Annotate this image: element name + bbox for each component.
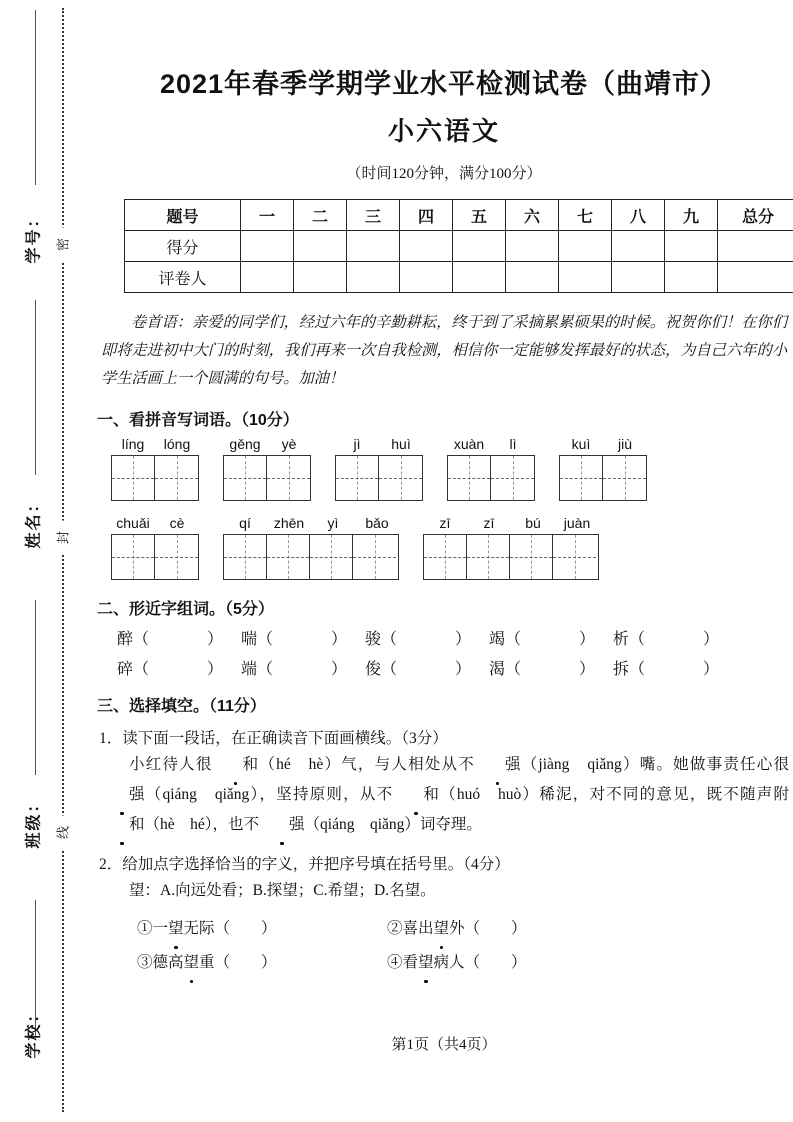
emphasized-char: 和 xyxy=(393,780,439,810)
q1-text: 任心很 xyxy=(740,756,789,773)
seal-char-feng: 封 xyxy=(50,521,75,555)
seal-char-mi: 密 xyxy=(50,228,75,262)
section-heading-3: 三、选择填空。（11分） xyxy=(97,698,266,715)
item-text: 无际（ ） xyxy=(183,920,277,937)
similar-char-item[interactable] xyxy=(117,656,241,679)
question-2-prompt: 2．给加点字选择恰当的字义，并把序号填在括号里。（4分） xyxy=(99,856,510,873)
section-heading-2: 二、形近字组词。（5分） xyxy=(97,601,274,618)
q1-text: （huó huò）稀泥，对不同的意见， xyxy=(438,786,707,803)
similar-char-label: 渴（ xyxy=(489,661,522,678)
q1-text: （hé hè）气，与人相处从不 xyxy=(258,756,475,773)
pinyin-labels xyxy=(447,436,535,452)
emphasized-char: 望 xyxy=(434,914,450,944)
emphasized-char: 望 xyxy=(168,914,184,944)
writing-cell[interactable] xyxy=(379,456,422,500)
item-text: 一 xyxy=(152,920,169,937)
writing-cell[interactable] xyxy=(112,535,155,579)
bracket-close: ） xyxy=(455,631,472,648)
writing-grid[interactable] xyxy=(335,455,423,501)
score-row-head: 评卷人 xyxy=(125,262,241,293)
bracket-close: ） xyxy=(207,631,224,648)
similar-char-label: 喘（ xyxy=(241,631,274,648)
similar-char-label: 骏（ xyxy=(365,631,398,648)
q1-text: （qiáng qiǎng），坚持原则，从不 xyxy=(144,786,394,803)
pinyin-syllable: kuì xyxy=(571,436,591,452)
emphasized-char: 强 xyxy=(259,810,305,840)
seal-dotted-line xyxy=(62,8,64,1112)
grader-input-cell-total[interactable] xyxy=(718,262,793,293)
item-text: 外（ ） xyxy=(449,920,527,937)
bracket-close: ） xyxy=(703,661,720,678)
pinyin-syllable: jiù xyxy=(617,436,632,452)
writing-grid[interactable] xyxy=(111,534,199,580)
writing-cell[interactable] xyxy=(448,456,491,500)
bracket-close: ） xyxy=(455,661,472,678)
grader-input-cell[interactable] xyxy=(453,262,506,293)
score-cell-total: 总分 xyxy=(718,200,793,231)
pinyin-syllable: zī xyxy=(439,515,451,531)
score-row-head: 题号 xyxy=(125,200,241,231)
writing-cell[interactable] xyxy=(560,456,603,500)
bracket-close: ） xyxy=(207,661,224,678)
similar-char-item[interactable] xyxy=(613,656,737,679)
emphasized-char: 强 xyxy=(99,780,145,810)
emphasized-char: 强 xyxy=(475,750,521,780)
writing-cell[interactable] xyxy=(267,456,310,500)
pinyin-syllable: lì xyxy=(509,436,517,452)
pinyin-labels xyxy=(111,515,199,531)
score-input-cell[interactable] xyxy=(506,231,559,262)
writing-cell[interactable] xyxy=(336,456,379,500)
pinyin-syllable: zī xyxy=(483,515,495,531)
item-number: ③ xyxy=(137,954,153,971)
pinyin-syllable: bú xyxy=(525,515,541,531)
emphasized-char: 望 xyxy=(184,948,200,978)
similar-char-row-bottom xyxy=(117,656,793,679)
item-number: ④ xyxy=(387,954,403,971)
pinyin-group xyxy=(559,436,647,501)
writing-cell[interactable] xyxy=(224,456,267,500)
answer-item[interactable] xyxy=(137,948,387,978)
pinyin-syllable: juàn xyxy=(563,515,591,531)
answer-item[interactable] xyxy=(137,914,387,944)
writing-grid[interactable] xyxy=(223,455,311,501)
pinyin-syllable: chuǎi xyxy=(116,515,150,531)
margin-label-school: 学校： xyxy=(25,1004,43,1059)
grader-input-cell[interactable] xyxy=(665,262,718,293)
exam-page xyxy=(95,0,793,1122)
table-row xyxy=(125,262,793,293)
item-text: 喜出 xyxy=(402,920,434,937)
score-table-wrapper xyxy=(124,199,774,293)
writing-cell[interactable] xyxy=(553,535,596,579)
similar-char-label: 析（ xyxy=(613,631,646,648)
pinyin-syllable: zhēn xyxy=(273,515,305,531)
score-cell: 四 xyxy=(400,200,453,231)
page-footer: 第1页（共4页） xyxy=(391,1037,497,1053)
pinyin-labels xyxy=(111,436,199,452)
writing-cell[interactable] xyxy=(491,456,534,500)
similar-char-label: 竭（ xyxy=(489,631,522,648)
score-cell: 六 xyxy=(506,200,559,231)
item-number: ② xyxy=(387,920,403,937)
writing-cell[interactable] xyxy=(224,535,267,579)
pinyin-labels xyxy=(335,436,423,452)
exam-meta: （时间120分钟，满分100分） xyxy=(346,166,542,182)
score-input-cell-total[interactable] xyxy=(718,231,793,262)
item-text: 看 xyxy=(402,954,419,971)
margin-label-name: 姓名： xyxy=(25,494,43,549)
table-row xyxy=(125,200,793,231)
writing-cell[interactable] xyxy=(467,535,510,579)
pinyin-syllable: yè xyxy=(281,436,297,452)
seal-char-xian: 线 xyxy=(50,816,75,850)
q1-text: （qiáng qiǎng）词夺理。 xyxy=(304,816,482,833)
item-text: 重（ ） xyxy=(199,954,277,971)
similar-char-row-top xyxy=(117,626,793,649)
pinyin-syllable: xuàn xyxy=(453,436,485,452)
q1-text: 既不随声附 xyxy=(706,786,789,803)
similar-char-item[interactable] xyxy=(117,626,241,649)
writing-cell[interactable] xyxy=(310,535,353,579)
similar-char-label: 醉（ xyxy=(117,631,150,648)
pinyin-syllable: yì xyxy=(327,515,339,531)
score-input-cell[interactable] xyxy=(559,231,612,262)
similar-char-item[interactable] xyxy=(365,656,489,679)
q1-text: 小红待人很 xyxy=(129,756,213,773)
emphasized-char: 和 xyxy=(213,750,259,780)
writing-cell[interactable] xyxy=(424,535,467,579)
pinyin-group xyxy=(447,436,535,501)
subject-title: 小六语文 xyxy=(387,116,500,146)
writing-cell[interactable] xyxy=(603,456,646,500)
pinyin-group xyxy=(223,436,311,501)
similar-char-item[interactable] xyxy=(489,626,613,649)
similar-char-item[interactable] xyxy=(489,656,613,679)
writing-grid[interactable] xyxy=(223,534,399,580)
q1-text: （hè hé），也不 xyxy=(144,816,260,833)
table-row xyxy=(125,231,793,262)
writing-grid[interactable] xyxy=(111,455,199,501)
score-input-cell[interactable] xyxy=(241,231,294,262)
pinyin-group xyxy=(335,436,423,501)
grader-input-cell[interactable] xyxy=(400,262,453,293)
similar-char-item[interactable] xyxy=(365,626,489,649)
similar-char-label: 碎（ xyxy=(117,661,150,678)
item-text: 德高 xyxy=(152,954,184,971)
preface-text: 卷首语：亲爱的同学们，经过六年的辛勤耕耘，终于到了采摘累累硕果的时候。祝贺你们！在你们即将走进初中大门的时刻，我们再来一次自我检测，相信你一定能够发挥最好的状态，为自己六年的小学生活画上一个圆满的句号。加油！ xyxy=(101,314,787,387)
margin-rule-2 xyxy=(35,300,36,475)
writing-grid[interactable] xyxy=(423,534,599,580)
margin-rule-1 xyxy=(35,10,36,185)
question-2-definitions: 望：A.向远处看；B.探望；C.希望；D.名望。 xyxy=(129,882,436,899)
pinyin-syllable: qí xyxy=(239,515,251,531)
answer-item[interactable] xyxy=(387,948,637,978)
writing-cell[interactable] xyxy=(112,456,155,500)
pinyin-syllable: bǎo xyxy=(365,515,389,531)
score-cell: 三 xyxy=(347,200,400,231)
pinyin-group xyxy=(423,515,599,580)
pinyin-labels xyxy=(423,515,599,531)
writing-grid[interactable] xyxy=(447,455,535,501)
pinyin-row-2 xyxy=(111,515,793,580)
grader-input-cell[interactable] xyxy=(506,262,559,293)
score-table xyxy=(124,199,793,293)
writing-cell[interactable] xyxy=(155,456,198,500)
pinyin-labels xyxy=(223,515,399,531)
writing-grid[interactable] xyxy=(559,455,647,501)
grader-input-cell[interactable] xyxy=(347,262,400,293)
score-row-head: 得分 xyxy=(125,231,241,262)
score-input-cell[interactable] xyxy=(665,231,718,262)
writing-cell[interactable] xyxy=(155,535,198,579)
pinyin-group xyxy=(223,515,399,580)
bracket-close: ） xyxy=(331,631,348,648)
similar-char-item[interactable] xyxy=(613,626,737,649)
page-title: 2021年春季学期学业水平检测试卷（曲靖市） xyxy=(159,69,729,99)
bracket-close: ） xyxy=(579,661,596,678)
pinyin-syllable: gěng xyxy=(229,436,261,452)
similar-char-item[interactable] xyxy=(241,656,365,679)
similar-char-label: 俊（ xyxy=(365,661,398,678)
question-1-prompt: 1．读下面一段话，在正确读音下面画横线。（3分） xyxy=(99,730,448,747)
question-1-body xyxy=(99,750,789,840)
item-text: 病人（ ） xyxy=(433,954,527,971)
score-cell: 八 xyxy=(612,200,665,231)
writing-cell[interactable] xyxy=(353,535,396,579)
emphasized-char: 望 xyxy=(418,948,434,978)
answer-row-2 xyxy=(137,948,793,978)
section-heading-1: 一、看拼音写词语。（10分） xyxy=(97,412,299,429)
pinyin-syllable: cè xyxy=(169,515,185,531)
score-input-cell[interactable] xyxy=(400,231,453,262)
score-cell: 九 xyxy=(665,200,718,231)
seal-margin xyxy=(0,0,95,1122)
score-cell: 五 xyxy=(453,200,506,231)
answer-row-1 xyxy=(137,914,793,944)
bracket-close: ） xyxy=(331,661,348,678)
pinyin-syllable: jì xyxy=(353,436,361,452)
grader-input-cell[interactable] xyxy=(241,262,294,293)
score-cell: 二 xyxy=(294,200,347,231)
score-input-cell[interactable] xyxy=(347,231,400,262)
writing-cell[interactable] xyxy=(510,535,553,579)
score-input-cell[interactable] xyxy=(612,231,665,262)
similar-char-label: 端（ xyxy=(241,661,274,678)
similar-char-label: 拆（ xyxy=(613,661,646,678)
bracket-close: ） xyxy=(703,631,720,648)
score-input-cell[interactable] xyxy=(294,231,347,262)
pinyin-labels xyxy=(559,436,647,452)
q1-text: （jiàng qiǎng）嘴。她做事责 xyxy=(520,756,741,773)
score-cell: 一 xyxy=(241,200,294,231)
similar-char-item[interactable] xyxy=(241,626,365,649)
pinyin-group xyxy=(111,515,199,580)
pinyin-syllable: huì xyxy=(391,436,411,452)
margin-label-class: 班级： xyxy=(25,794,43,849)
grader-input-cell[interactable] xyxy=(294,262,347,293)
pinyin-row-1 xyxy=(111,436,793,501)
margin-rule-3 xyxy=(35,600,36,775)
pinyin-syllable: lóng xyxy=(163,436,191,452)
writing-cell[interactable] xyxy=(267,535,310,579)
answer-item[interactable] xyxy=(387,914,637,944)
grader-input-cell[interactable] xyxy=(612,262,665,293)
score-cell: 七 xyxy=(559,200,612,231)
pinyin-labels xyxy=(223,436,311,452)
pinyin-syllable: líng xyxy=(121,436,145,452)
bracket-close: ） xyxy=(579,631,596,648)
item-number: ① xyxy=(137,920,153,937)
emphasized-char: 和 xyxy=(99,810,145,840)
pinyin-group xyxy=(111,436,199,501)
margin-label-student-id: 学号： xyxy=(25,209,43,264)
grader-input-cell[interactable] xyxy=(559,262,612,293)
score-input-cell[interactable] xyxy=(453,231,506,262)
